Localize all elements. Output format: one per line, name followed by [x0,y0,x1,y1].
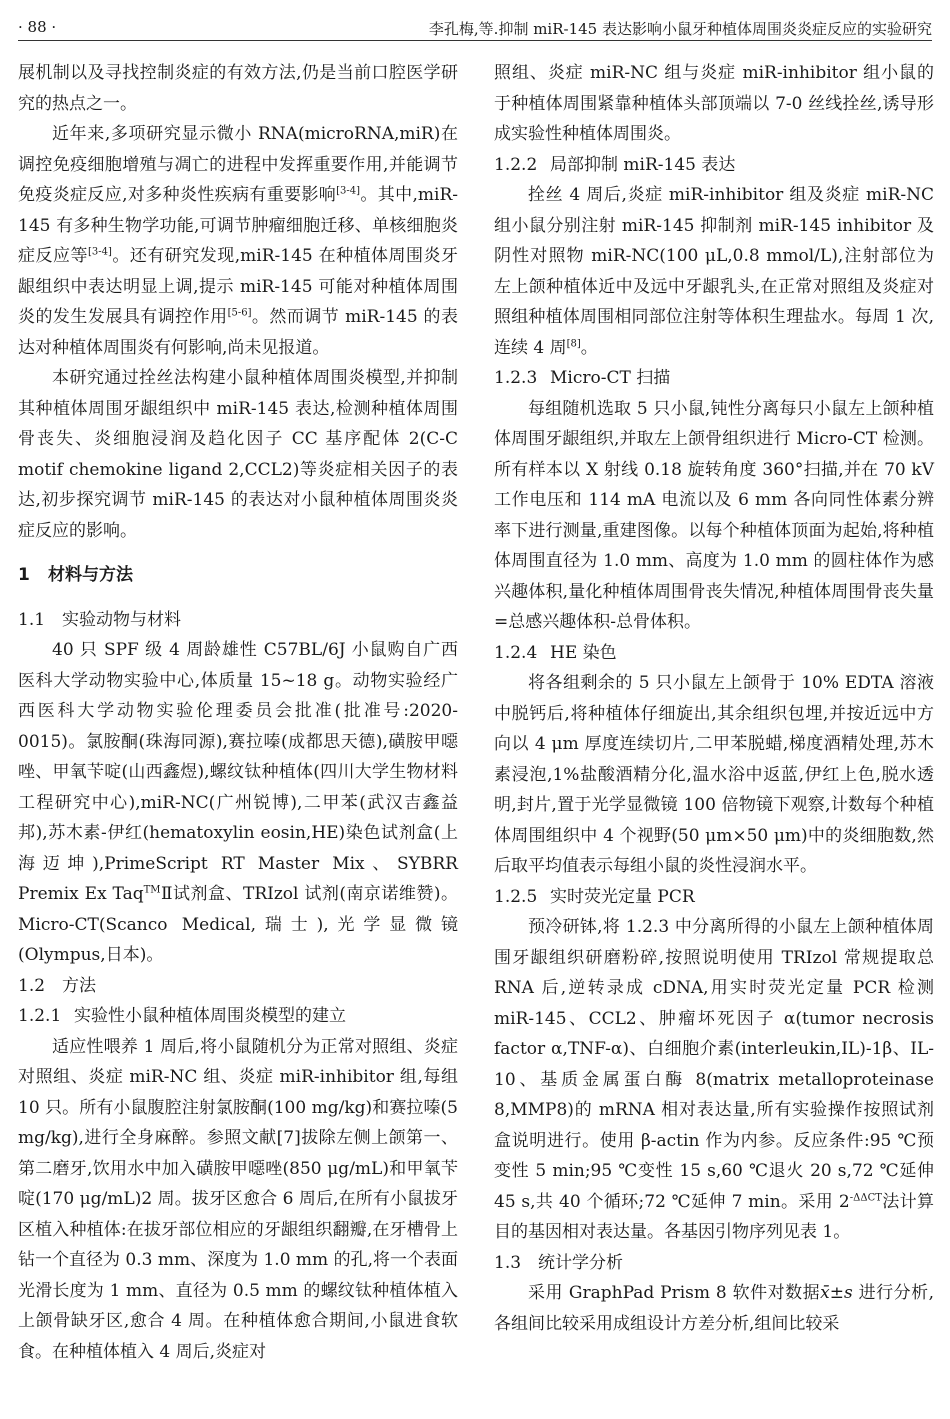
subsubsection-heading: 1.2.3 Micro-CT 扫描 [494,368,671,388]
running-header [18,12,932,41]
page-number: · 88 · [18,18,57,36]
subsection-heading: 1.2 方法 [18,975,96,996]
right-column [494,58,934,1339]
citation: [5-6] [227,307,252,319]
subsubsection-heading: 1.2.2 局部抑制 miR-145 表达 [494,154,736,175]
running-title: 李孔梅,等.抑制 miR-145 表达影响小鼠牙种植体周围炎炎症反应的实验研究 [428,20,932,38]
paragraph: 预冷研钵,将 1.2.3 中分离所得的小鼠左上颌种植体周围牙龈组织研磨粉碎,按照说明使用 TRIzol 常规提取总 RNA 后,逆转录成 cDNA,用实时荧光定量 PCR 检测 miR-145、CCL2、肿瘤坏死因子 α(tumor necrosis factor α,TNF-α)、白细胞介素(interleukin,IL)-1β、IL-10、基质金属蛋白酶 8(matrix metalloproteinase 8,MMP8)的 mRNA 相对表达量,所有实验操作按照试剂盒说明进行。使用 β-actin 作为内参。反应条件:95 ℃预变性 5 min;95 ℃变性 15 s,60 ℃退火 20 s,72 ℃延伸 45 s,共 40 个循环;72 ℃延伸 7 min。采用 $2^{-\Delta\Delta CT}$法计算目的基因相对表达量。各基因引物序列见表 1。 [494,917,935,1242]
paragraph: 展机制以及寻找控制炎症的有效方法,仍是当前口腔医学研究的热点之一。 [18,63,458,114]
left-column [18,58,458,1367]
paragraph: 近年来,多项研究显示微小 RNA(microRNA,miR)在调控免疫细胞增殖与凋亡的进程中发挥重要作用,并能调节免疫炎症反应,对多种炎性疾病有重要影响[3-4]。其中,miR-145 有多种生物学功能,可调节肿瘤细胞迁移、单核细胞炎症反应等[3-4]。还有研究发现,miR-145 在种植体周围炎牙龈组织中表达明显上调,提示 miR-145 可能对种植体周围炎的发生发展具有调控作用[5-6]。然而调节 miR-145 的表达对种植体周围炎有何影响,尚未见报道。 [18,124,459,358]
subsubsection-heading: 1.2.4 HE 染色 [494,642,617,663]
subsubsection-heading: 1.2.1 实验性小鼠种植体周围炎模型的建立 [18,1006,346,1026]
subsubsection-heading: 1.2.5 实时荧光定量 PCR [494,886,695,907]
citation: [8] [566,337,581,349]
paragraph: 每组随机选取 5 只小鼠,钝性分离每只小鼠左上颌种植体周围牙龈组织,并取左上颌骨组织进行 Micro-CT 检测。所有样本以 X 射线 0.18 旋转角度 360°扫描,并在 70 kV 工作电压和 114 mA 电流以及 6 mm 各向同性体素分辨率下进行测量,重建图像。以每个种植体顶面为起始,将种植体周围直径为 1.0 mm、高度为 1.0 mm 的圆柱体作为感兴趣体积,量化种植体周围骨丧失情况,种植体周围骨丧失量=总感兴趣体积-总骨体积。 [494,398,934,632]
citation: [3-4] [87,246,112,258]
paragraph: 采用 GraphPad Prism 8 软件对数据x̄±s 进行分析,各组间比较采用成组设计方差分析,组间比较采 [494,1283,934,1334]
subsection-heading: 1.3 统计学分析 [494,1252,623,1273]
subsection-heading: 1.1 实验动物与材料 [18,609,181,630]
paragraph: 将各组剩余的 5 只小鼠左上颌骨于 10% EDTA 溶液中脱钙后,将种植体仔细旋出,其余组织包埋,并按近远中方向以 4 μm 厚度连续切片,二甲苯脱蜡,梯度酒精处理,苏木素浸泡,1%盐酸酒精分化,温水浴中返蓝,伊红上色,脱水透明,封片,置于光学显微镜 100 倍物镜下观察,计数每个种植体周围组织中 4 个视野(50 μm×50 μm)中的炎细胞数,然后取平均值表示每组小鼠的炎性浸润水平。 [494,673,934,876]
citation: [3-4] [336,185,361,197]
paragraph: 适应性喂养 1 周后,将小鼠随机分为正常对照组、炎症对照组、炎症 miR-NC 组、炎症 miR-inhibitor 组,每组 10 只。所有小鼠腹腔注射氯胺酮(100 mg/kg)和赛拉嗪(5 mg/kg),进行全身麻醉。参照文献[7]拔除左侧上颌第一、第二磨牙,饮用水中加入磺胺甲噁唑(850 μg/mL)和甲氧苄啶(170 μg/mL)2 周。拔牙区愈合 6 周后,在所有小鼠拔牙区植入种植体:在拔牙部位相应的牙龈组织翻瓣,在牙槽骨上钻一个直径为 0.3 mm、深度为 1.0 mm 的孔,将一个表面光滑长度为 1 mm、直径为 0.5 mm 的螺纹钛种植体植入上颌骨缺牙区,愈合 4 周。在种植体愈合期间,小鼠进食软食。在种植体植入 4 周后,炎症对 [18,1036,458,1362]
paragraph: 40 只 SPF 级 4 周龄雄性 C57BL/6J 小鼠购自广西医科大学动物实验中心,体质量 15~18 g。动物实验经广西医科大学动物实验伦理委员会批准(批准号:2020-0015)。氯胺酮(珠海同源),赛拉嗪(成都思天德),磺胺甲噁唑、甲氧苄啶(山西鑫煜),螺纹钛种植体(四川大学生物材料工程研究中心),miR-NC(广州锐博),二甲苯(武汉吉鑫益邦),苏木素-伊红(hematoxylin eosin,HE)染色试剂盒(上海迈坤),PrimeScript RT Master Mix、SYBRR Premix Ex Taq™Ⅱ试剂盒、TRIzol 试剂(南京诺维赞)。Micro-CT(Scanco Medical,瑞士),光学显微镜(Olympus,日本)。 [18,640,458,965]
paragraph: 照组、炎症 miR-NC 组与炎症 miR-inhibitor 组小鼠的于种植体周围紧靠种植体头部顶端以 7-0 丝线拴丝,诱导形成实验性种植体周围炎。 [494,63,934,144]
paragraph: 拴丝 4 周后,炎症 miR-inhibitor 组及炎症 miR-NC 组小鼠分别注射 miR-145 抑制剂 miR-145 inhibitor 及阴性对照物 miR-NC(100 μL,0.8 mmol/L),注射部位为左上颌种植体近中及远中牙龈乳头,在正常对照组及炎症对照组种植体周围相同部位注射等体积生理盐水。每周 1 次,连续 4 周[8]。 [494,185,934,358]
section-heading: 1 材料与方法 [18,565,133,585]
paragraph: 本研究通过拴丝法构建小鼠种植体周围炎模型,并抑制其种植体周围牙龈组织中 miR-145 表达,检测种植体周围骨丧失、炎细胞浸润及趋化因子 CC 基序配体 2(C-C motif chemokine ligand 2,CCL2)等炎症相关因子的表达,初步探究调节 miR-145 的表达对小鼠种植体周围炎炎症反应的影响。 [18,368,458,541]
